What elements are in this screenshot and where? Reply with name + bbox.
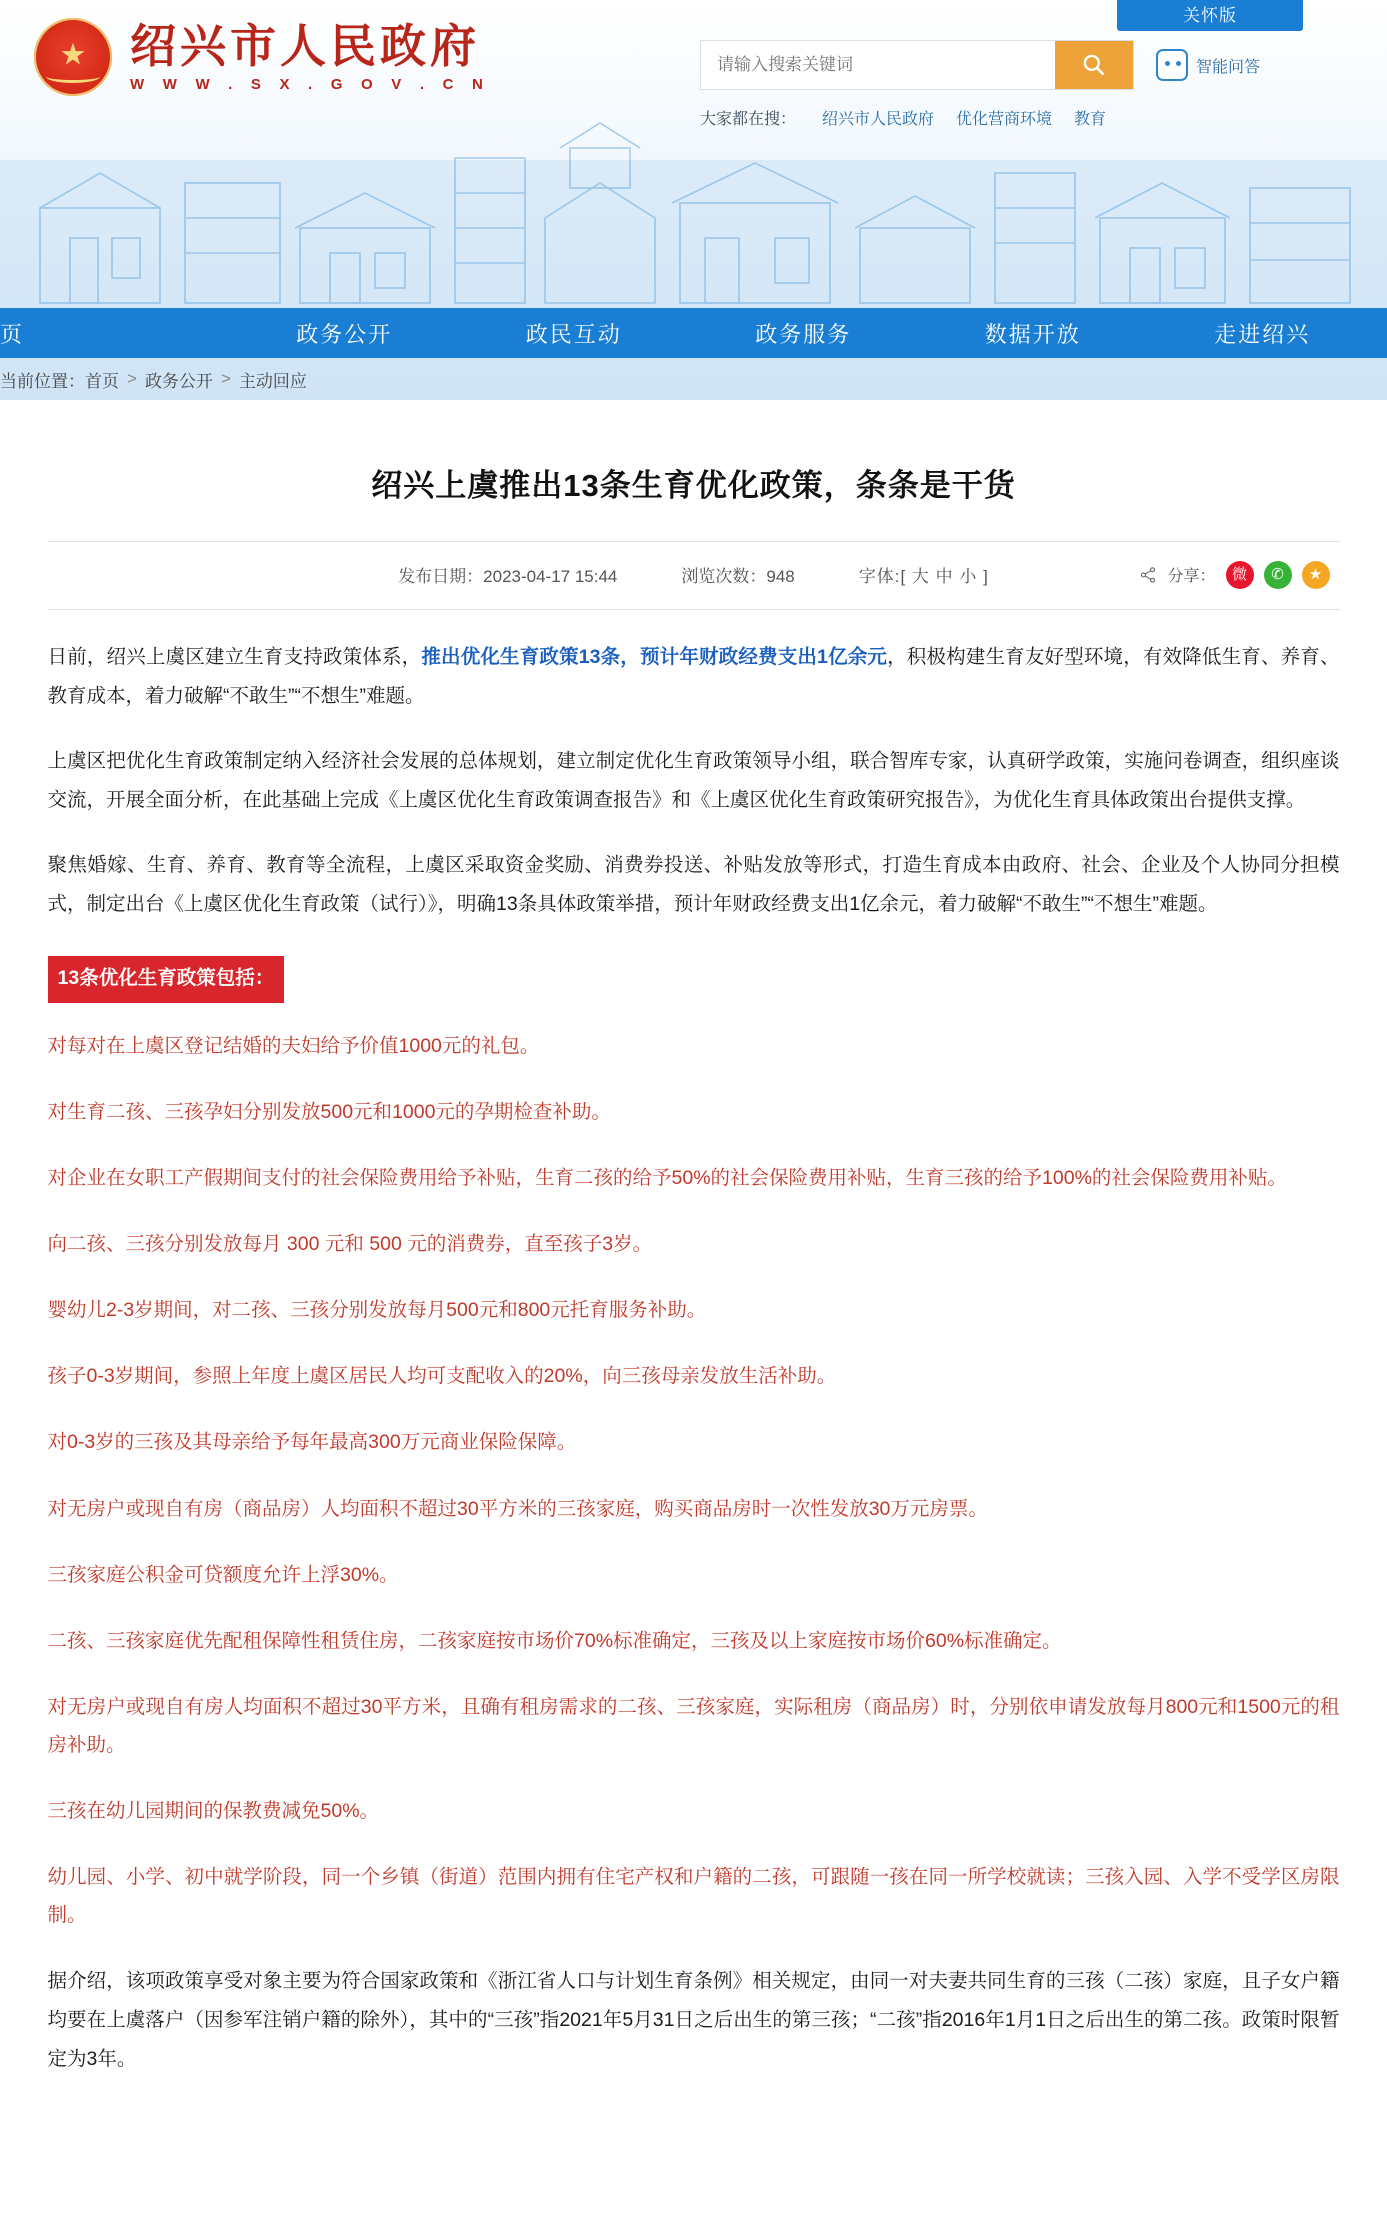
policy-item: 孩子0-3岁期间，参照上年度上虞区居民人均可支配收入的20%，向三孩母亲发放生活补助。 xyxy=(47,1365,837,1388)
policy-list xyxy=(48,1027,1340,1933)
accessible-version-button[interactable]: 关怀版 xyxy=(1117,0,1303,31)
paragraph-1 xyxy=(48,638,1340,716)
font-size-switcher[interactable]: 字体:[ 大 中 小 ] xyxy=(858,567,989,587)
search-box xyxy=(700,40,1134,90)
policy-item: 幼儿园、小学、初中就学阶段，同一个乡镇（街道）范围内拥有住宅产权和户籍的二孩，可跟随一孩在同一所学校就读；三孩入园、入学不受学区房限制。 xyxy=(47,1865,1340,1926)
policy-item: 对无房户或现自有房（商品房）人均面积不超过30平方米的三孩家庭，购买商品房时一次性发放30万元房票。 xyxy=(47,1497,988,1520)
hot-search-item-1[interactable]: 绍兴市人民政府 xyxy=(822,111,935,128)
paragraph-1-part-3: ，积极构建生育友好型环境，有效降低生育、养育、教育成本，着力破解“不敢生”“不想生”难题。 xyxy=(47,646,1340,708)
breadcrumb-item-response[interactable]: 主动回应 xyxy=(238,371,307,391)
search-icon xyxy=(1081,52,1107,78)
weibo-icon[interactable]: 微 xyxy=(1226,561,1254,589)
site-title: 绍兴市人民政府 xyxy=(130,18,480,73)
wechat-icon[interactable]: ✆ xyxy=(1264,561,1292,589)
share-icon xyxy=(1139,566,1157,584)
policy-item: 二孩、三孩家庭优先配租保障性租赁住房，二孩家庭按市场价70%标准确定，三孩及以上家庭按市场价60%标准确定。 xyxy=(47,1629,1062,1652)
publish-date: 发布日期：2023-04-17 15:44 xyxy=(398,567,618,587)
policy-item: 对无房户或现自有房人均面积不超过30平方米，且确有租房需求的二孩、三孩家庭，实际租房（商品房）时，分别依申请发放每月800元和1500元的租房补助。 xyxy=(47,1695,1340,1756)
search-button[interactable] xyxy=(1055,41,1133,89)
breadcrumb-item-disclosure[interactable]: 政务公开 xyxy=(144,371,213,391)
national-emblem-icon xyxy=(34,18,112,96)
policy-heading-wrap xyxy=(48,950,1340,1027)
main-nav xyxy=(0,308,1387,358)
breadcrumb-item-home[interactable]: 首页 xyxy=(85,371,119,391)
nav-item-open-data[interactable]: 数据开放 xyxy=(984,321,1081,347)
search-input[interactable] xyxy=(701,41,1055,89)
breadcrumb-prefix: 当前位置： xyxy=(0,371,85,391)
qq-icon[interactable]: ★ xyxy=(1302,561,1330,589)
policy-item: 对每对在上虞区登记结婚的夫妇给予价值1000元的礼包。 xyxy=(47,1035,540,1058)
closing-section xyxy=(48,1962,1340,2079)
paragraph-2: 上虞区把优化生育政策制定纳入经济社会发展的总体规划，建立制定优化生育政策领导小组，联合智库专家，认真研学政策，实施问卷调查，组织座谈交流，开展全面分析，在此基础上完成《上虞区优化生育政策调查报告》和《上虞区优化生育政策研究报告》，为优化生育具体政策出台提供支撑。 xyxy=(47,750,1340,812)
view-count: 浏览次数：948 xyxy=(681,567,795,587)
breadcrumb-separator-2: > xyxy=(220,369,231,388)
nav-item-about-shaoxing[interactable]: 走进绍兴 xyxy=(1214,321,1311,347)
breadcrumb xyxy=(0,358,1387,400)
hot-search-item-2[interactable]: 优化营商环境 xyxy=(956,111,1053,128)
nav-item-home[interactable]: 页 xyxy=(0,321,25,347)
site-header xyxy=(0,0,1387,400)
article-meta xyxy=(48,542,1340,609)
policy-item: 婴幼儿2-3岁期间，对二孩、三孩分别发放每月500元和800元托育服务补助。 xyxy=(47,1299,707,1322)
hot-search-label: 大家都在搜： xyxy=(700,111,797,128)
article-body xyxy=(48,610,1340,2078)
site-url: W W W . S X . G O V . C N xyxy=(130,76,490,94)
page-title: 绍兴上虞推出13条生育优化政策，条条是干货 xyxy=(371,468,1016,503)
paragraph-1-part-1: 日前，绍兴上虞区建立生育支持政策体系， xyxy=(47,646,422,669)
smart-qa-entry[interactable] xyxy=(1156,49,1260,81)
policy-item: 向二孩、三孩分别发放每月 300 元和 500 元的消费券，直至孩子3岁。 xyxy=(47,1233,653,1256)
nav-item-government-services[interactable]: 政务服务 xyxy=(755,321,852,347)
article-container xyxy=(24,400,1364,2159)
policy-heading-badge: 13条优化生育政策包括： xyxy=(48,956,285,1003)
skyline-illustration xyxy=(0,88,1387,308)
policy-item: 三孩在幼儿园期间的保教费减免50%。 xyxy=(47,1799,380,1822)
robot-icon xyxy=(1156,49,1188,81)
share-area xyxy=(1139,561,1329,589)
nav-item-government-disclosure[interactable]: 政务公开 xyxy=(296,321,393,347)
nav-item-public-interaction[interactable]: 政民互动 xyxy=(525,321,622,347)
site-logo-area[interactable] xyxy=(34,18,490,96)
paragraph-3: 聚焦婚嫁、生育、养育、教育等全流程，上虞区采取资金奖励、消费券投送、补贴发放等形式，打造生育成本由政府、社会、企业及个人协同分担模式，制定出台《上虞区优化生育政策（试行）》，明确13条具体政策举措，预计年财政经费支出1亿余元，着力破解“不敢生”“不想生”难题。 xyxy=(47,854,1340,916)
smart-qa-label: 智能问答 xyxy=(1195,58,1260,76)
policy-highlight-link[interactable]: 推出优化生育政策13条，预计年财政经费支出1亿余元 xyxy=(421,646,888,669)
breadcrumb-separator-1: > xyxy=(127,369,137,388)
hot-search-item-3[interactable]: 教育 xyxy=(1074,111,1107,128)
closing-paragraph: 据介绍，该项政策享受对象主要为符合国家政策和《浙江省人口与计划生育条例》相关规定，由同一对夫妻共同生育的三孩（二孩）家庭，且子女户籍均要在上虞落户（因参军注销户籍的除外），其中的“三孩”指2021年5月31日之后出生的第三孩；“二孩”指2016年1月1日之后出生的第二孩。政策时限暂定为3年。 xyxy=(47,1969,1340,2070)
policy-item: 对生育二孩、三孩孕妇分别发放500元和1000元的孕期检查补助。 xyxy=(47,1101,611,1124)
policy-item: 对0-3岁的三孩及其母亲给予每年最高300万元商业保险保障。 xyxy=(47,1431,577,1454)
policy-item: 三孩家庭公积金可贷额度允许上浮30%。 xyxy=(47,1563,399,1586)
share-label: 分享： xyxy=(1167,568,1216,586)
policy-item: 对企业在女职工产假期间支付的社会保险费用给予补贴，生育二孩的给予50%的社会保险费用补贴，生育三孩的给予100%的社会保险费用补贴。 xyxy=(47,1167,1287,1190)
